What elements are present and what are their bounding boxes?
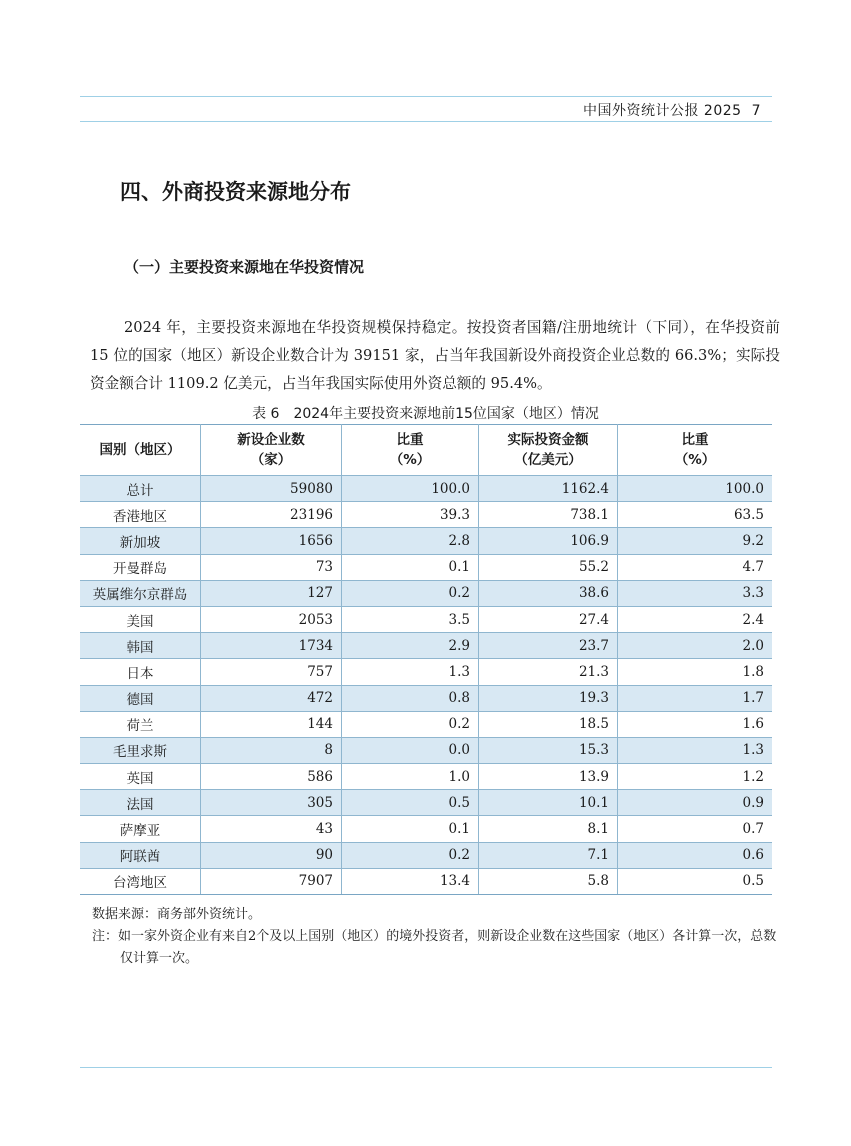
value-cell: 7.1 [479,842,618,868]
region-name-cell: 韩国 [80,633,201,659]
section-title: 四、外商投资来源地分布 [120,180,351,204]
region-name-cell: 香港地区 [80,502,201,528]
value-cell: 1.6 [618,711,773,737]
table-row [80,868,772,894]
region-name-cell: 开曼群岛 [80,554,201,580]
column-header-share-investment: 比重 （%） [618,425,773,476]
value-cell: 9.2 [618,528,773,554]
value-cell: 23.7 [479,633,618,659]
table-row [80,764,772,790]
investment-source-table [80,424,772,895]
region-name-cell: 新加坡 [80,528,201,554]
value-cell: 0.9 [618,790,773,816]
value-cell: 100.0 [618,476,773,502]
table-notes [92,904,782,970]
column-header-share-enterprises: 比重 （%） [342,425,479,476]
value-cell: 3.5 [342,606,479,632]
value-cell: 1.2 [618,764,773,790]
value-cell: 19.3 [479,685,618,711]
table-row [80,685,772,711]
table-row [80,737,772,763]
value-cell: 2.9 [342,633,479,659]
region-name-cell: 日本 [80,659,201,685]
value-cell: 1.8 [618,659,773,685]
value-cell: 100.0 [342,476,479,502]
value-cell: 2.8 [342,528,479,554]
region-name-cell: 荷兰 [80,711,201,737]
value-cell: 55.2 [479,554,618,580]
table-row [80,790,772,816]
table-body [80,476,772,895]
region-name-cell: 毛里求斯 [80,737,201,763]
value-cell: 738.1 [479,502,618,528]
value-cell: 39.3 [342,502,479,528]
region-name-cell: 阿联酋 [80,842,201,868]
value-cell: 0.2 [342,842,479,868]
value-cell: 757 [201,659,342,685]
value-cell: 5.8 [479,868,618,894]
value-cell: 1162.4 [479,476,618,502]
table-row [80,554,772,580]
value-cell: 4.7 [618,554,773,580]
table-row [80,842,772,868]
value-cell: 1.3 [342,659,479,685]
footer-rule [80,1067,772,1068]
table-row [80,528,772,554]
header-rule-top [80,96,772,97]
value-cell: 127 [201,580,342,606]
value-cell: 38.6 [479,580,618,606]
table-row [80,816,772,842]
value-cell: 2.4 [618,606,773,632]
value-cell: 144 [201,711,342,737]
region-name-cell: 德国 [80,685,201,711]
value-cell: 3.3 [618,580,773,606]
value-cell: 0.2 [342,711,479,737]
value-cell: 18.5 [479,711,618,737]
value-cell: 1656 [201,528,342,554]
value-cell: 305 [201,790,342,816]
value-cell: 0.1 [342,554,479,580]
value-cell: 63.5 [618,502,773,528]
region-name-cell: 英国 [80,764,201,790]
body-paragraph: 2024 年，主要投资来源地在华投资规模保持稳定。按投资者国籍/注册地统计（下同），在华投资前 15 位的国家（地区）新设企业数合计为 39151 家，占当年我国新设外商投资企业总数的 66.3%；实际投资金额合计 1109.2 亿美元，占当年我国实际使用外资总额的 95.4%。 [90,319,780,392]
value-cell: 1.0 [342,764,479,790]
value-cell: 472 [201,685,342,711]
table-row [80,476,772,502]
value-cell: 23196 [201,502,342,528]
value-cell: 2053 [201,606,342,632]
table-row [80,606,772,632]
value-cell: 59080 [201,476,342,502]
value-cell: 90 [201,842,342,868]
value-cell: 8.1 [479,816,618,842]
region-name-cell: 英属维尔京群岛 [80,580,201,606]
column-header-new-enterprises: 新设企业数 （家） [201,425,342,476]
value-cell: 73 [201,554,342,580]
table-row [80,659,772,685]
value-cell: 43 [201,816,342,842]
value-cell: 0.5 [618,868,773,894]
value-cell: 1.7 [618,685,773,711]
value-cell: 0.8 [342,685,479,711]
table-header-row [80,425,772,476]
region-name-cell: 台湾地区 [80,868,201,894]
region-name-cell: 美国 [80,606,201,632]
value-cell: 1.3 [618,737,773,763]
value-cell: 8 [201,737,342,763]
value-cell: 27.4 [479,606,618,632]
column-header-region: 国别（地区） [80,425,201,476]
region-name-cell: 萨摩亚 [80,816,201,842]
value-cell: 21.3 [479,659,618,685]
value-cell: 0.7 [618,816,773,842]
region-name-cell: 总计 [80,476,201,502]
value-cell: 0.6 [618,842,773,868]
running-header [583,100,761,120]
value-cell: 106.9 [479,528,618,554]
publication-title: 中国外资统计公报 2025 [582,103,742,119]
region-name-cell: 法国 [80,790,201,816]
table-caption: 表 6 2024年主要投资来源地前15位国家（地区）情况 [252,406,599,422]
value-cell: 586 [201,764,342,790]
table-row [80,711,772,737]
table-row [80,502,772,528]
subsection-title: （一）主要投资来源地在华投资情况 [124,258,365,276]
value-cell: 0.0 [342,737,479,763]
value-cell: 0.5 [342,790,479,816]
value-cell: 10.1 [479,790,618,816]
value-cell: 0.1 [342,816,479,842]
page-number: 7 [751,103,761,119]
header-rule-bottom [80,121,772,122]
value-cell: 15.3 [479,737,618,763]
table-row [80,633,772,659]
column-header-actual-investment: 实际投资金额 （亿美元） [479,425,618,476]
value-cell: 1734 [201,633,342,659]
data-source-note: 数据来源：商务部外资统计。 [92,907,262,922]
value-cell: 13.4 [342,868,479,894]
value-cell: 7907 [201,868,342,894]
footnote: 注：如一家外资企业有来自2个及以上国别（地区）的境外投资者，则新设企业数在这些国家（地区）各计算一次，总数仅计算一次。 [92,929,777,966]
value-cell: 0.2 [342,580,479,606]
table-row [80,580,772,606]
value-cell: 13.9 [479,764,618,790]
value-cell: 2.0 [618,633,773,659]
